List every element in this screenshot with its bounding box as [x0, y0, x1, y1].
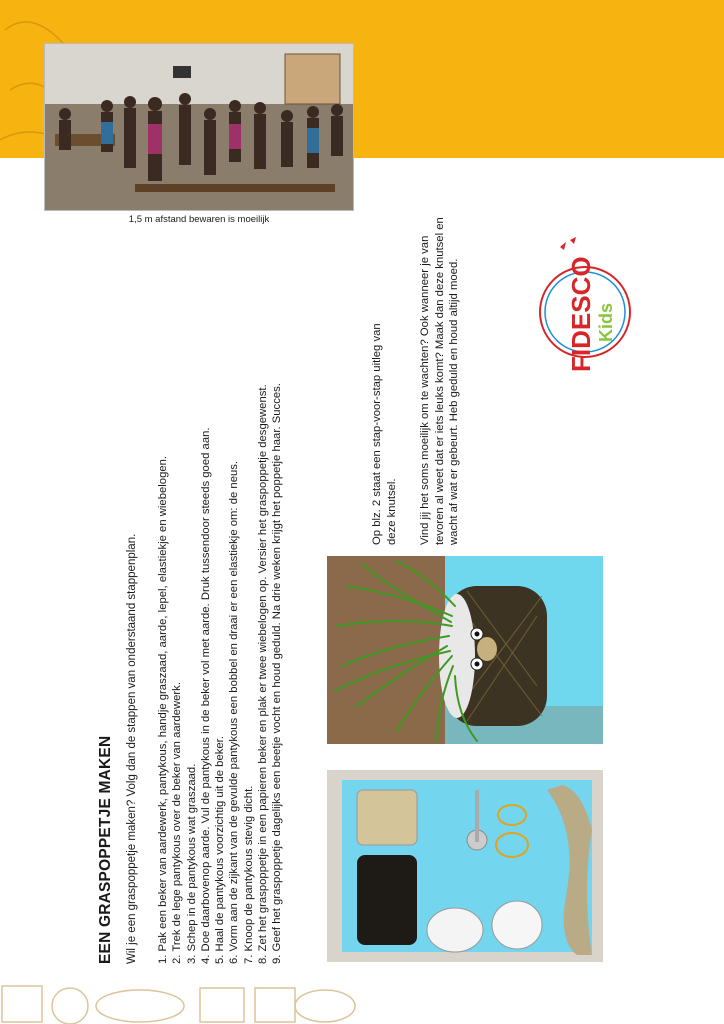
step-item: 3. Schep in de pantykous wat graszaad.: [185, 763, 198, 964]
logo-fidesco-text: FIDESCO: [566, 256, 596, 372]
step-item: 4. Doe daarbovenop aarde. Vul de pantykous in de beker vol met aarde. Druk tussendoor steeds goed aan.: [199, 427, 212, 964]
materials-photo: [327, 770, 603, 962]
intro-text: Wil je een graspoppetje maken? Volg dan de stappen van onderstaand stappenplan.: [126, 533, 138, 964]
page-reference-note: Op blz. 2 staat een stap-voor-stap uitleg van deze knutsel.: [371, 323, 398, 545]
vintage-stamps-decoration: [0, 982, 360, 1024]
step-item: 1. Pak een beker van aardewerk, pantykous, handje graszaad, aarde, lepel, elastiekje en wiebelogen.: [157, 455, 169, 964]
grass-doll-photo: [327, 556, 603, 744]
step-item: 8. Zet het graspoppetje in een papieren beker en plak er twee wiebelogen op. Versier het graspoppetje desgewenst.: [257, 384, 270, 964]
page-title: EEN GRASPOPPETJE MAKEN: [97, 735, 114, 964]
waiting-paragraph: Vind jij het soms moeilijk om te wachten? Ook wanneer je van tevoren al weet dat er iets leuks komt? Maak dan deze knutsel en wacht af wat er gebeurt. Heb geduld en houd altijd moed.: [419, 217, 460, 545]
logo-kids-text: Kids: [596, 302, 616, 342]
step-item: 2. Trek de lege pantykous over de beker van aardewerk.: [171, 682, 184, 964]
step-item: 9. Geef het graspoppetje dagelijks een beetje vocht en houd geduld. Na drie weken krijgt het poppetje haar. Succes.: [271, 383, 284, 964]
step-item: 5. Haal de pantykous voorzichtig uit de beker.: [214, 736, 227, 964]
step-item: 7. Knoop de pantykous stevig dicht.: [242, 785, 255, 964]
photo-caption: 1,5 m afstand bewaren is moeilijk: [128, 214, 270, 225]
step-item: 6. Vorm aan de zijkant van de gevulde pantykous een bobbel en draai er een elastiekje om: de neus.: [228, 460, 241, 964]
waiting-room-photo: [44, 43, 354, 211]
fidesco-kids-logo: [530, 232, 640, 382]
steps-list: [156, 383, 285, 964]
